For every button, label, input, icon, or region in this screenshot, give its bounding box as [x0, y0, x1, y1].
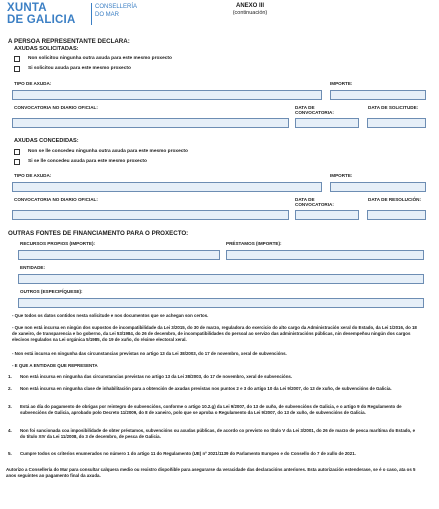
axudas-solicitadas-title: AXUDAS SOLICITADAS:	[14, 46, 79, 52]
xunta-logo	[6, 2, 138, 26]
checkbox-si-concedeu[interactable]	[14, 159, 20, 165]
logo-text-galicia: DE GALICIA	[7, 14, 76, 26]
item-text-4: Non foi sancionada coa imposibilidade de obter préstamos, subvencións ou axudas públicas, de acordo co previsto no título V da Lei 3/2001, do 26 de marzo de pesca marítima do Estado, e do título XIV da Lei 11/2008, do 3 de decembro, de pesca de Galicia.	[20, 428, 416, 439]
label-outros: OUTROS (ESPECIFÍQUESE):	[20, 289, 83, 294]
input-data-resolucion[interactable]	[367, 210, 426, 220]
input-tipo-axuda-solicitada[interactable]	[12, 90, 322, 100]
checkbox-non-solicitou[interactable]	[14, 56, 20, 62]
declaration-incompatibilidade: - Que non está incursa en ningún dos supostos de incompatibilidade da Lei 3/2015, do 30 de marzo, reguladora do exercicio do alto cargo da Administración xeral do Estado, da Lei 1/2016, do 18 de xaneiro, de transparencia e bo goberno, da Lei 53/1984, do 26 de decembro, de incompatibilidades do persoal ao servizo das administracións públicas, nin desempeñou ningún dos cargos elecivos regulados na Lei orgánica 5/1985, do 19 de xuño, do réxime electoral xeral.	[12, 325, 417, 342]
item-number-3: 3.	[8, 404, 12, 409]
item-text-3: Está ao día do pagamento de obrigas por reintegro de subvencións, conforme o artigo 10.2.g) da Lei 9/2007, do 13 de xuño, de subvencións de Galicia, e o artigo 9 do Regulamento de subvencións de Galicia, aprobado polo Decreto 11/2009, do 8 de xaneiro, polo que se aproba o Regulamento da Lei 9/2007, do 13 de xuño, de subvencións de Galicia.	[20, 404, 402, 415]
label-convocatoria-solicitada: CONVOCATORIA NO DIARIO OFICIAL:	[14, 105, 98, 110]
label-prestamos: PRÉSTAMOS (IMPORTE):	[226, 241, 282, 246]
logo-text-xunta: XUNTA	[7, 2, 47, 14]
input-importe-concedida[interactable]	[330, 182, 426, 192]
input-importe-solicitada[interactable]	[330, 90, 426, 100]
option-si-concedeu: Si se lle concedeu axuda para este mesmo proxecto	[28, 159, 147, 164]
label-importe-concedida: IMPORTE:	[330, 173, 353, 178]
input-data-solicitude[interactable]	[367, 118, 426, 128]
input-data-convocatoria-solicitada[interactable]	[295, 118, 359, 128]
annex-subtitle: (continuación)	[232, 10, 268, 16]
label-data-solicitude: DATA DE SOLICITUDE:	[368, 105, 419, 110]
label-data-resolucion: DATA DE RESOLUCIÓN:	[368, 197, 421, 202]
label-tipo-axuda-solicitada: TIPO DE AXUDA:	[14, 81, 52, 86]
item-number-1: 1.	[8, 374, 12, 379]
input-convocatoria-solicitada[interactable]	[12, 118, 289, 128]
authorization-text: Autorizo a Consellería do Mar para consultar calquera medio ou rexistro dispoñible para asegurarse da veracidade das declaracións anteriores. Esta autorización estenderase, se é o caso, ata os 5 anos seguintes ao pagamento final da axuda.	[6, 467, 416, 478]
item-text-1: Non está incursa en ningunha das circunstancias previstas no artigo 13 da Lei 38/2003, do 17 de novembro, xeral de subvencións.	[20, 374, 293, 379]
item-text-5: Cumpre todos os criterios enumerados no número 1 do artigo 11 do Regulamento (UE) nº 2021/1139 do Parlamento Europeo e do Consello do 7 de xullo de 2021.	[20, 451, 356, 456]
label-entidade: ENTIDADE:	[20, 265, 46, 270]
input-entidade[interactable]	[18, 274, 424, 284]
annex-title: ANEXO III	[235, 3, 264, 9]
declaration-circunstancias: - Non está incursa en ningunha das circunstancias previstas no artigo 13 da Lei 38/2003, do 17 de novembro, xeral de subvencións.	[12, 351, 287, 356]
input-recursos-propios[interactable]	[18, 250, 220, 260]
declara-title: A PERSOA REPRESENTANTE DECLARA:	[8, 38, 130, 45]
label-convocatoria-concedida: CONVOCATORIA NO DIARIO OFICIAL:	[14, 197, 98, 202]
option-non-concedeu: Non se lle concedeu ningunha outra axuda para este mesmo proxecto	[28, 149, 188, 154]
logo-divider	[91, 3, 92, 25]
logo-consello-line2: DO MAR	[95, 12, 119, 18]
declaration-datos-certos: - Que todos os datos contidos nesta solicitude e nos documentos que se achegan son certos.	[12, 313, 209, 318]
label-tipo-axuda-concedida: TIPO DE AXUDA:	[14, 173, 52, 178]
input-prestamos[interactable]	[226, 250, 424, 260]
label-data-convocatoria-concedida: DATA DE CONVOCATORIA:	[295, 197, 334, 207]
item-text-2: Non está incursa en ningunha clase de inhabilitación para a obtención de axudas previstas nos puntos 2 e 3 do artigo 10 da Lei 9/2007, do 13 de xuño, de subvencións de Galicia.	[20, 386, 392, 391]
item-number-2: 2.	[8, 386, 12, 391]
financiamento-title: OUTRAS FONTES DE FINANCIAMENTO PARA O PROXECTO:	[8, 230, 189, 237]
label-importe-solicitada: IMPORTE:	[330, 81, 353, 86]
input-convocatoria-concedida[interactable]	[12, 210, 289, 220]
label-recursos-propios: RECURSOS PROPIOS (IMPORTE):	[20, 241, 96, 246]
item-number-4: 4.	[8, 428, 12, 433]
checkbox-non-concedeu[interactable]	[14, 149, 20, 155]
item-number-5: 5.	[8, 451, 12, 456]
option-non-solicitou: Non solicitou ningunha outra axuda para este mesmo proxecto	[28, 56, 172, 61]
declaration-entidade-representa: - E QUE A ENTIDADE QUE REPRESENTA	[12, 363, 98, 368]
input-outros[interactable]	[18, 298, 424, 308]
input-tipo-axuda-concedida[interactable]	[12, 182, 322, 192]
axudas-concedidas-title: AXUDAS CONCEDIDAS:	[14, 138, 79, 144]
label-data-convocatoria-solicitada: DATA DE CONVOCATORIA:	[295, 105, 334, 115]
option-si-solicitou: Si solicitou axuda para este mesmo proxecto	[28, 66, 131, 71]
checkbox-si-solicitou[interactable]	[14, 66, 20, 72]
input-data-convocatoria-concedida[interactable]	[295, 210, 359, 220]
logo-consello-line1: CONSELLERÍA	[95, 4, 138, 10]
